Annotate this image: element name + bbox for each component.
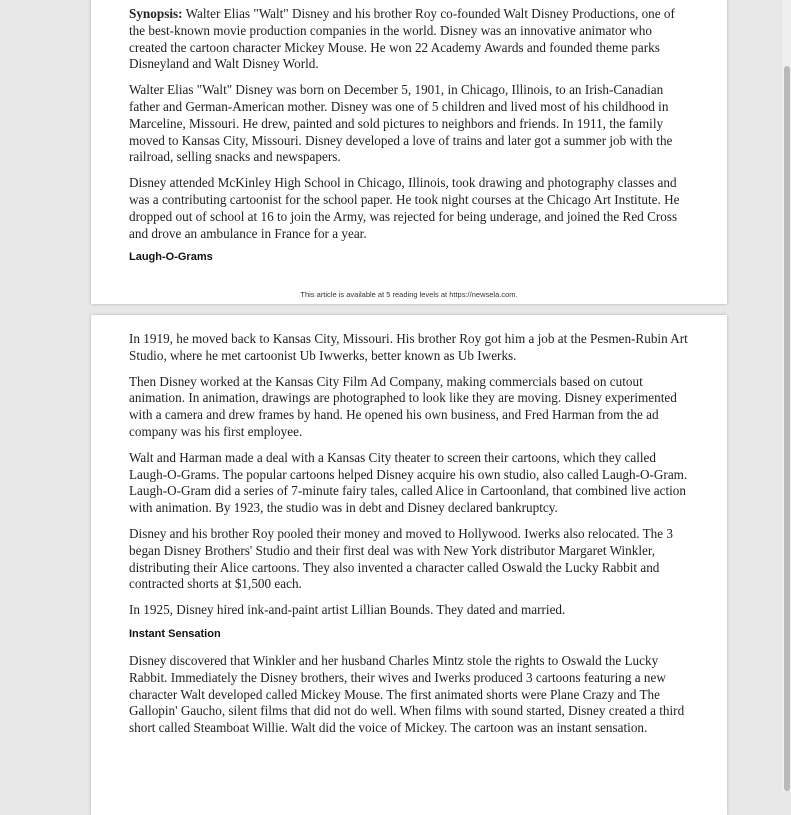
page-2-content (129, 331, 692, 746)
body-paragraph: Walter Elias "Walt" Disney was born on December 5, 1901, in Chicago, Illinois, to an Irish-Canadian father and German-American mother. Disney was one of 5 children and lived most of his childhood in Marceline, Missouri. He drew, painted and sold pictures to neighbors and friends. In 1911, the family moved to Kansas City, Missouri. Disney developed a love of trains and later got a summer job with the railroad, selling snacks and newspapers. (129, 82, 673, 165)
page-1-content (129, 6, 692, 276)
vertical-scrollbar[interactable] (782, 0, 791, 791)
body-paragraph: Walt and Harman made a deal with a Kansas City theater to screen their cartoons, which they called Laugh-O-Grams. The popular cartoons helped Disney acquire his own studio, also called Laugh-O-Gram. Laugh-O-Gram did a series of 7-minute fairy tales, called Alice in Cartoonland, that combined live action with animation. By 1923, the studio was in debt and Disney declared bankruptcy. (129, 449, 688, 516)
body-paragraph: Disney and his brother Roy pooled their money and moved to Hollywood. Iwerks also relocated. The 3 began Disney Brothers' Studio and their first deal was with New York distributor Margaret Winkler, distributing their Alice cartoons. They also invented a character called Oswald the Lucky Rabbit and contracted shorts at $1,500 each. (129, 525, 673, 592)
page-footer: This article is available at 5 reading levels at https://newsela.com. (300, 290, 518, 299)
document-page-1 (91, 0, 727, 304)
synopsis-text: Walter Elias "Walt" Disney and his brother Roy co-founded Walt Disney Productions, one of the best-known movie production companies in the world. Disney was an innovative animator who created the cartoon character Mickey Mouse. He won 22 Academy Awards and founded theme parks Disneyland and Walt Disney World. (129, 6, 675, 72)
body-paragraph: Disney attended McKinley High School in Chicago, Illinois, took drawing and photography classes and was a contributing cartoonist for the school paper. He took night courses at the Chicago Art Institute. He dropped out of school at 16 to join the Army, was rejected for being underage, and joined the Red Cross and drove an ambulance in France for a year. (129, 175, 680, 241)
body-paragraph: In 1925, Disney hired ink-and-paint artist Lillian Bounds. They dated and married. (129, 602, 566, 618)
body-paragraph: Disney discovered that Winkler and her husband Charles Mintz stole the rights to Oswald the Lucky Rabbit. Immediately the Disney brothers, their wives and Iwerks produced 3 cartoons featuring a new character Walt developed called Mickey Mouse. The first animated shorts were Plane Crazy and The Gallopin' Gaucho, silent films that did not do well. When films with sound started, Disney created a third short called Steamboat Willie. Walt did the voice of Mickey. The cartoon was an instant sensation. (129, 652, 685, 736)
body-paragraph: In 1919, he moved back to Kansas City, Missouri. His brother Roy got him a job at the Pesmen-Rubin Art Studio, where he met cartoonist Ub Iwwerks, better known as Ub Iwerks. (129, 331, 688, 363)
synopsis-label: Synopsis: (129, 6, 183, 21)
document-page-2 (91, 315, 727, 815)
section-heading-laugh-o-grams: Laugh-O-Grams (129, 251, 213, 264)
synopsis-paragraph (129, 6, 692, 73)
section-heading-instant-sensation: Instant Sensation (129, 627, 221, 640)
body-paragraph: Then Disney worked at the Kansas City Film Ad Company, making commercials based on cutout animation. In animation, drawings are photographed to look like they are moving. Disney experimented with a camera and drew frames by hand. He opened his own business, and Fred Harman from the ad company was his first employee. (129, 373, 677, 439)
scrollbar-thumb[interactable] (784, 66, 790, 791)
